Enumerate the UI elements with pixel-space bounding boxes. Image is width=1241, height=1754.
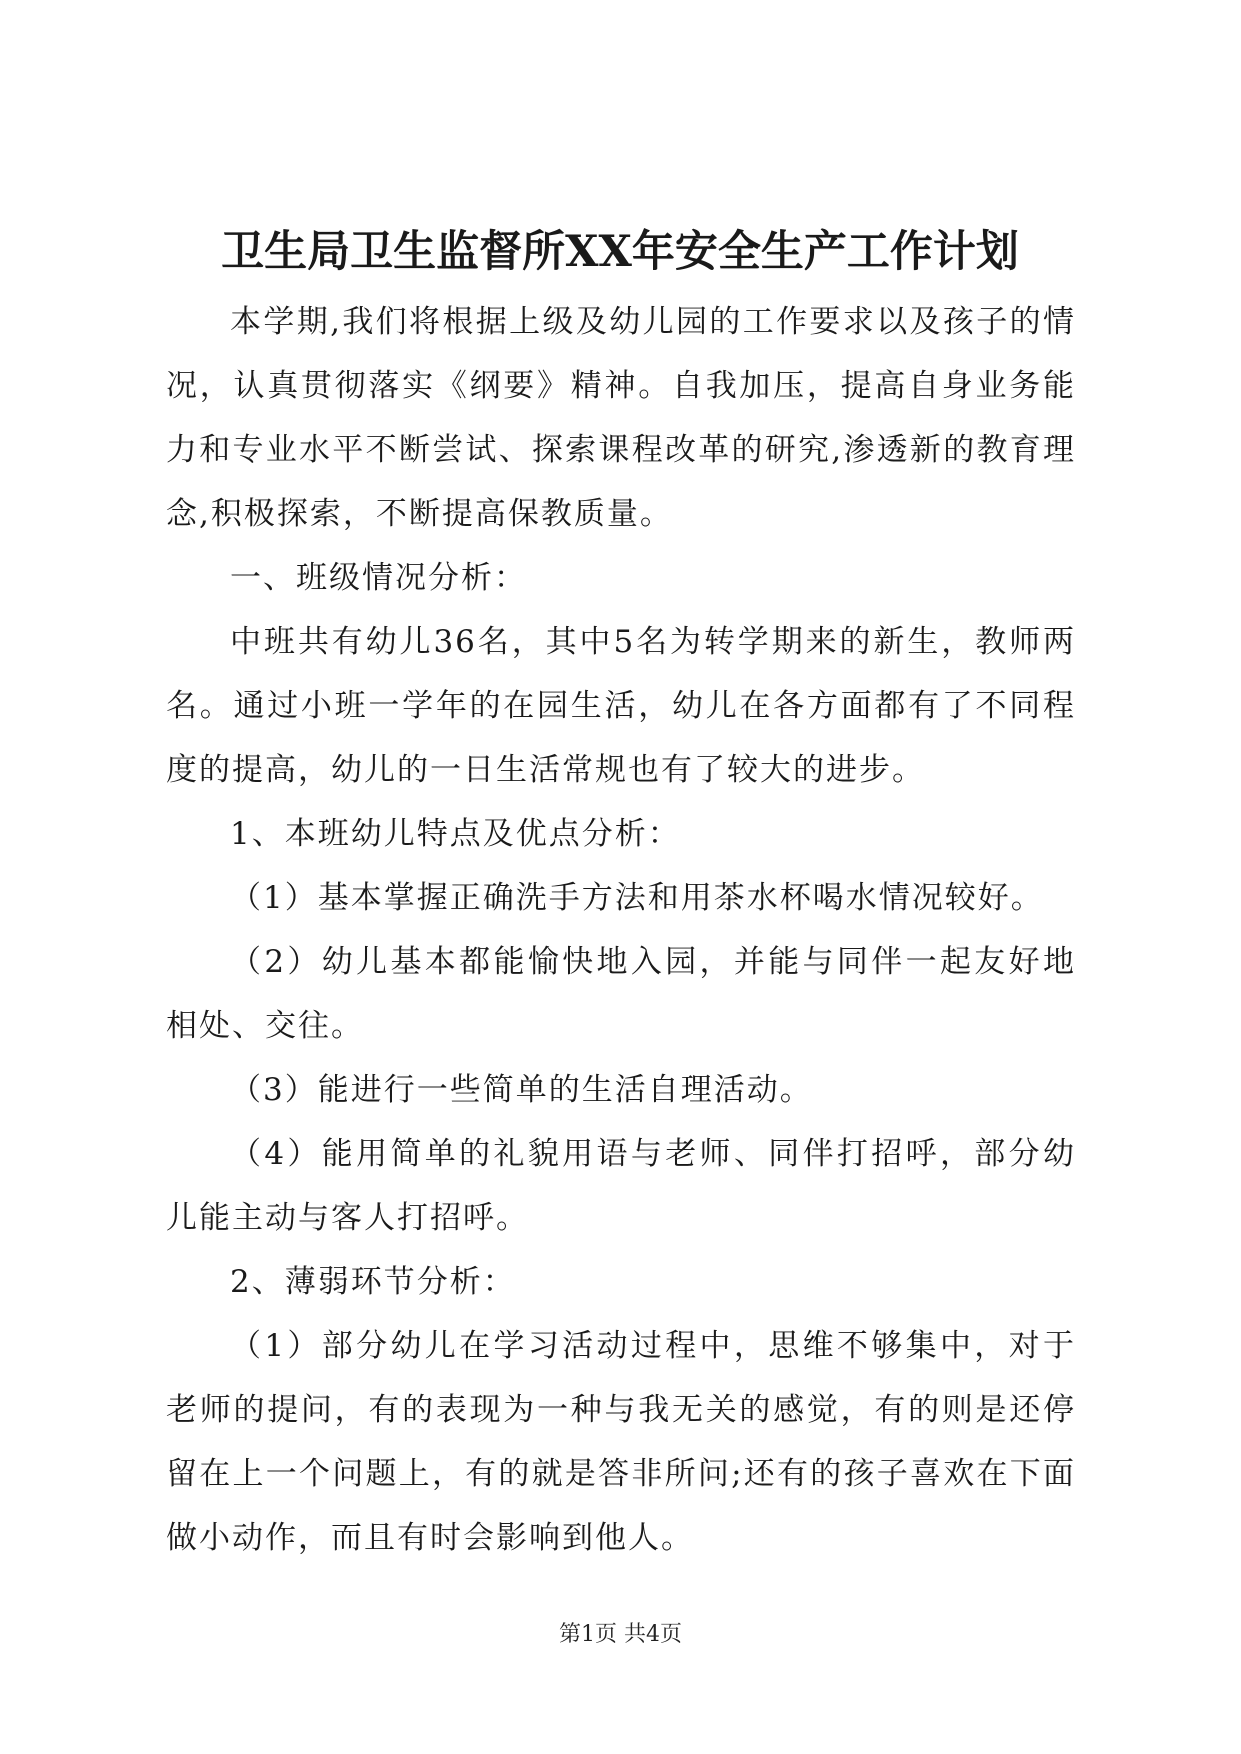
page-footer: 第1页 共4页 bbox=[559, 1622, 682, 1647]
paragraph-class-overview: 中班共有幼儿36名，其中5名为转学期来的新生，教师两名。通过小班一学年的在园生活，幼儿在各方面都有了不同程度的提高，幼儿的一日生活常规也有了较大的进步。 bbox=[166, 624, 1076, 788]
document-title: 卫生局卫生监督所XX年安全生产工作计划 bbox=[221, 227, 1019, 277]
paragraph-intro: 本学期,我们将根据上级及幼儿园的工作要求以及孩子的情况，认真贯彻落实《纲要》精神。自我加压，提高自身业务能力和专业水平不断尝试、探索课程改革的研究,渗透新的教育理念,积极探索，不断提高保教质量。 bbox=[166, 304, 1076, 532]
heading-weaknesses: 2、薄弱环节分析： bbox=[230, 1264, 516, 1300]
list-item-strength-4: （4）能用简单的礼貌用语与老师、同伴打招呼，部分幼儿能主动与客人打招呼。 bbox=[166, 1136, 1076, 1236]
heading-class-analysis: 一、班级情况分析： bbox=[230, 560, 527, 596]
list-item-strength-1: （1）基本掌握正确洗手方法和用茶水杯喝水情况较好。 bbox=[230, 880, 1044, 916]
list-item-strength-2: （2）幼儿基本都能愉快地入园，并能与同伴一起友好地相处、交往。 bbox=[166, 944, 1076, 1044]
list-item-weakness-1: （1）部分幼儿在学习活动过程中，思维不够集中，对于老师的提问，有的表现为一种与我无关的感觉，有的则是还停留在上一个问题上，有的就是答非所问;还有的孩子喜欢在下面做小动作，而且有时会影响到他人。 bbox=[166, 1328, 1076, 1556]
list-item-strength-3: （3）能进行一些简单的生活自理活动。 bbox=[230, 1072, 813, 1108]
heading-strengths: 1、本班幼儿特点及优点分析： bbox=[230, 816, 681, 852]
document-body bbox=[166, 290, 1076, 1570]
